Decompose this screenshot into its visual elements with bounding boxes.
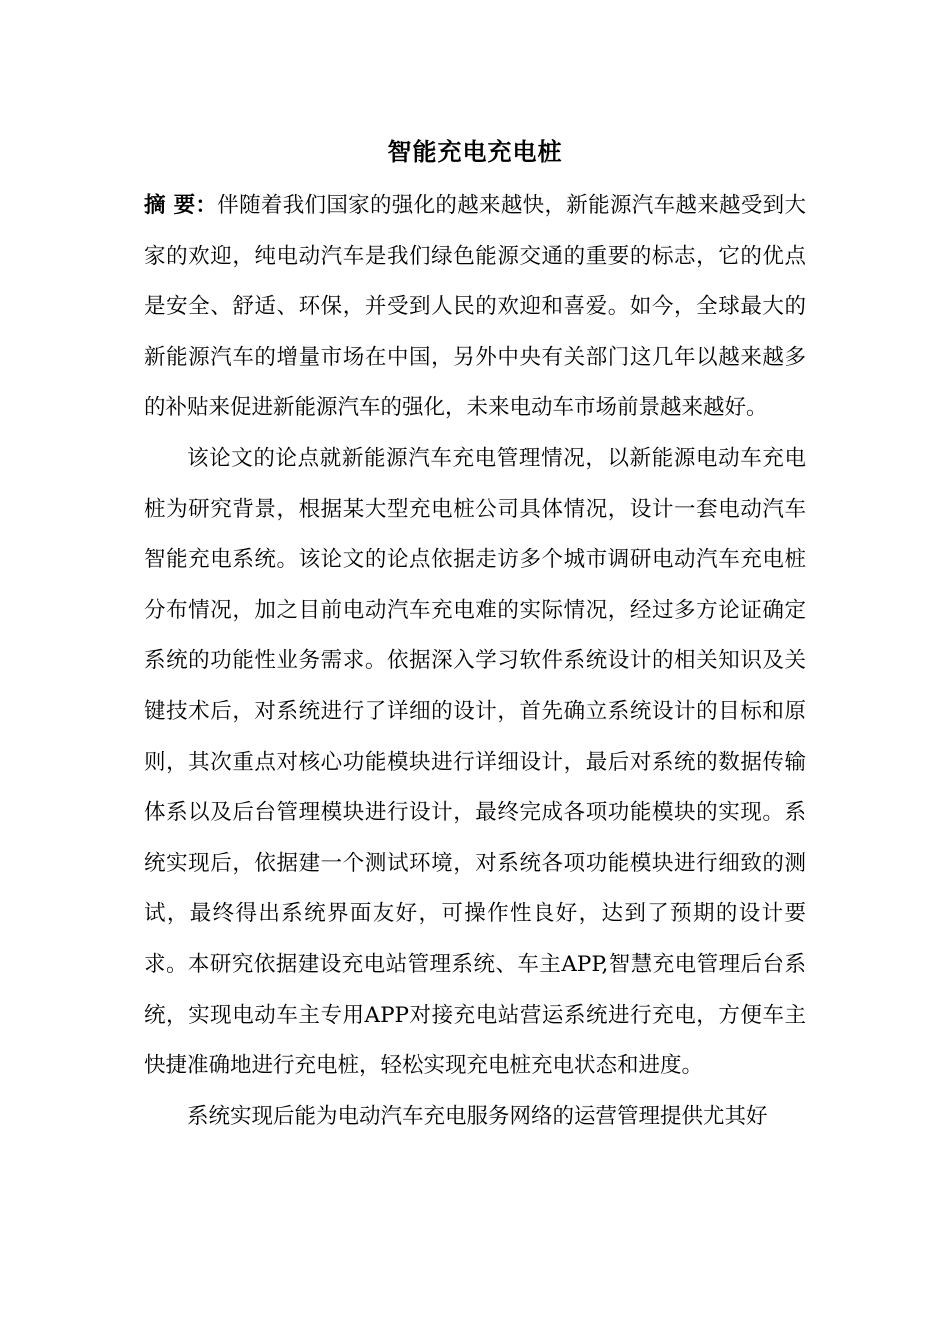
- body-paragraph: 该论文的论点就新能源汽车充电管理情况，以新能源电动车充电桩为研究背景，根据某大型充电桩公司具体情况，设计一套电动汽车智能充电系统。该论文的论点依据走访多个城市调研电动汽车充电桩分布情况，加之目前电动汽车充电难的实际情况，经过多方论证确定系统的功能性业务需求。依据深入学习软件系统设计的相关知识及关键技术后，对系统进行了详细的设计，首先确立系统设计的目标和原则，其次重点对核心功能模块进行详细设计，最后对系统的数据传输体系以及后台管理模块进行设计，最终完成各项功能模块的实现。系统实现后，依据建一个测试环境，对系统各项功能模块进行细致的测试，最终得出系统界面友好，可操作性良好，达到了预期的设计要求。本研究依据建设充电站管理系统、车主APP,智慧充电管理后台系统，实现电动车主专用APP对接充电站营运系统进行充电，方便车主快捷准确地进行充电桩，轻松实现充电桩充电状态和进度。: [144, 445, 806, 1079]
- abstract-text: 伴随着我们国家的强化的越来越快，新能源汽车越来越受到大家的欢迎，纯电动汽车是我们绿色能源交通的重要的标志，它的优点是安全、舒适、环保，并受到人民的欢迎和喜爱。如今，全球最大的新能源汽车的增量市场在中国，另外中央有关部门这几年以越来越多的补贴来促进新能源汽车的强化，未来电动车市场前景越来越好。: [144, 193, 806, 421]
- abstract-paragraph: [144, 181, 806, 434]
- document-body: [144, 181, 806, 1142]
- body-paragraph: 系统实现后能为电动汽车充电服务网络的运营管理提供尤其好: [187, 1103, 768, 1129]
- abstract-label: 摘 要：: [144, 193, 218, 218]
- document-title: 智能充电充电桩: [387, 138, 563, 166]
